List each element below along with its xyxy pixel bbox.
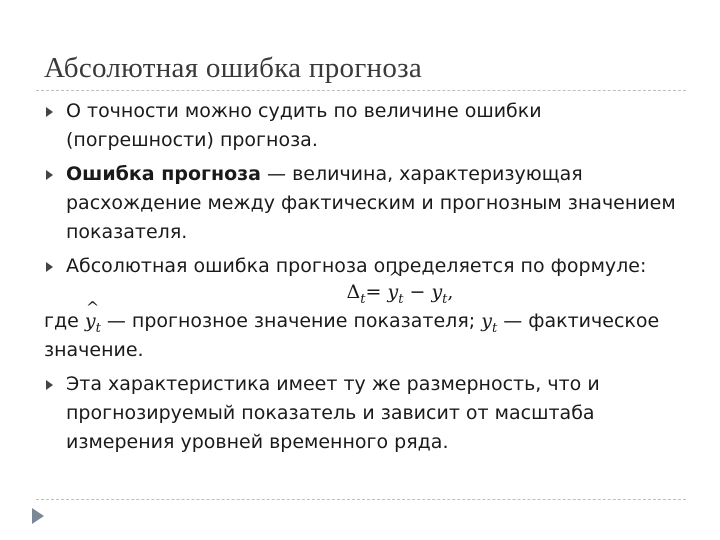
footer-divider bbox=[36, 499, 686, 500]
slide-content bbox=[44, 97, 684, 462]
bullet-item bbox=[44, 252, 684, 281]
formula: $\Delta_t=$ ^ $y_t - y_t$, bbox=[44, 277, 684, 307]
bullet-item bbox=[44, 160, 684, 247]
bullet-arrow-icon bbox=[46, 107, 53, 117]
y-hat-symbol: ^ $y_t$ bbox=[85, 307, 101, 336]
bullet-text: Эта характеристика имеет ту же размерность, что и прогнозируемый показатель и зависит от масштаба измерения уровней временного ряда. bbox=[66, 373, 600, 453]
formula-explanation: где ^ $y_t$ — прогнозное значение показателя; $y_t$ — фактическое значение. bbox=[44, 307, 684, 365]
bullet-text: О точности можно судить по величине ошибки (погрешности) прогноза. bbox=[66, 100, 542, 151]
y-hat-symbol: ^ $y_t$ bbox=[387, 277, 403, 307]
title-divider bbox=[36, 90, 686, 91]
bullet-arrow-icon bbox=[46, 262, 53, 272]
bullet-arrow-icon bbox=[46, 170, 53, 180]
bullet-item bbox=[44, 370, 684, 457]
bullet-text: — величина, характеризующая расхождение между фактическим и прогнозным значением показателя. bbox=[66, 163, 676, 243]
y-symbol: $y_t$ bbox=[481, 310, 498, 336]
bullet-bold-term: Ошибка прогноза bbox=[66, 163, 261, 185]
next-slide-arrow-icon[interactable] bbox=[32, 508, 44, 524]
bullet-item bbox=[44, 97, 684, 155]
slide-title: Абсолютная ошибка прогноза bbox=[44, 52, 423, 84]
y-symbol: $y_t$ bbox=[431, 281, 448, 307]
bullet-arrow-icon bbox=[46, 380, 53, 390]
bullet-text: Абсолютная ошибка прогноза определяется по формуле: bbox=[66, 255, 647, 277]
